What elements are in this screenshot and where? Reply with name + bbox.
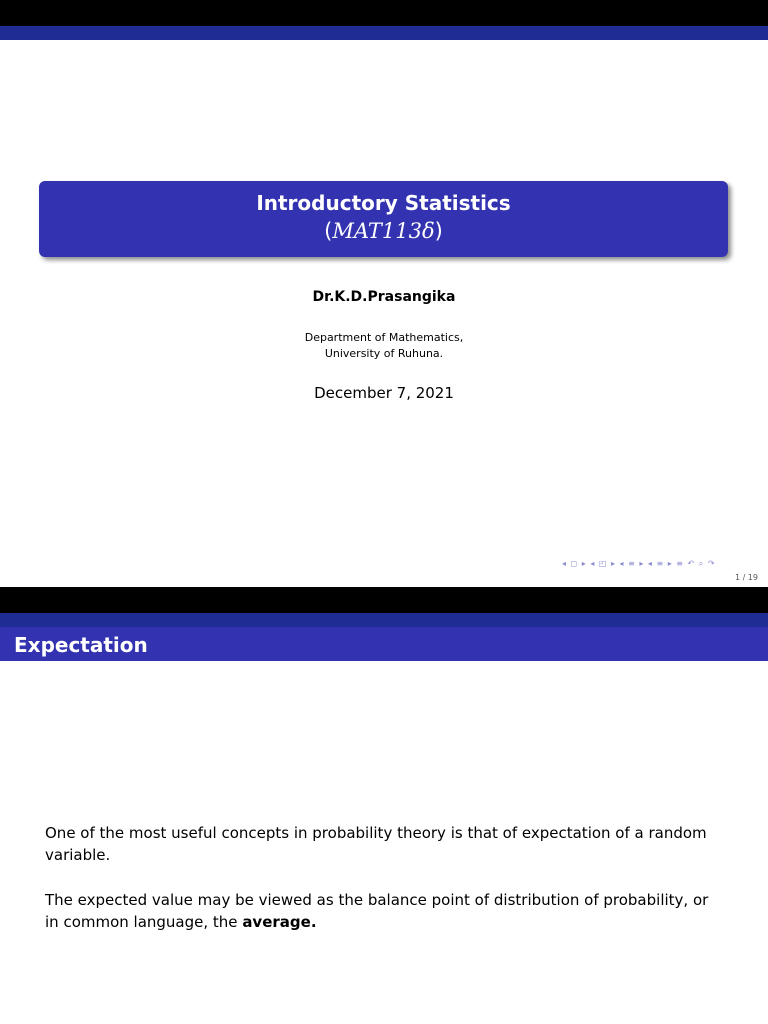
frame-title: Expectation xyxy=(14,633,148,657)
nav-frame-arrows-icon[interactable]: ◂ ◰ ▸ xyxy=(590,559,616,568)
slide-header-black-bar xyxy=(0,587,768,613)
slide-header-black-bar xyxy=(0,0,768,26)
frame-title-bar xyxy=(0,627,768,661)
bold-term-average: average. xyxy=(242,913,317,931)
nav-search-back-forward-icon[interactable]: ↶ ⌕ ↷ xyxy=(687,559,716,568)
nav-slide-arrows-icon[interactable]: ◂ ◻ ▸ xyxy=(562,559,587,568)
institution-department: Department of Mathematics, xyxy=(304,331,464,344)
beamer-navigation-bar xyxy=(562,559,762,571)
slide-header-blue-bar xyxy=(0,613,768,627)
presentation-date: December 7, 2021 xyxy=(314,384,454,402)
course-code-math: MAT113δ xyxy=(332,219,435,243)
title-block xyxy=(39,181,728,257)
course-code: (MAT113δ) xyxy=(324,219,443,243)
presentation-title: Introductory Statistics xyxy=(256,191,511,215)
expectation-slide xyxy=(0,587,768,1024)
paragraph-expectation-intro: One of the most useful concepts in probability theory is that of expectation of a random variable. xyxy=(45,824,707,864)
author-name: Dr.K.D.Prasangika xyxy=(312,289,456,305)
nav-outline-icon[interactable]: ≡ xyxy=(676,559,684,568)
paragraph-balance-point: The expected value may be viewed as the balance point of distribution of probability, or in common language, the average. xyxy=(45,891,709,931)
page-number: 1 / 19 xyxy=(734,573,758,582)
institution-university: University of Ruhuna. xyxy=(324,347,444,360)
slide-header-blue-bar xyxy=(0,26,768,40)
nav-section-arrows-icon[interactable]: ◂ ≡ ▸ xyxy=(647,559,673,568)
nav-subsection-arrows-icon[interactable]: ◂ ≡ ▸ xyxy=(619,559,645,568)
